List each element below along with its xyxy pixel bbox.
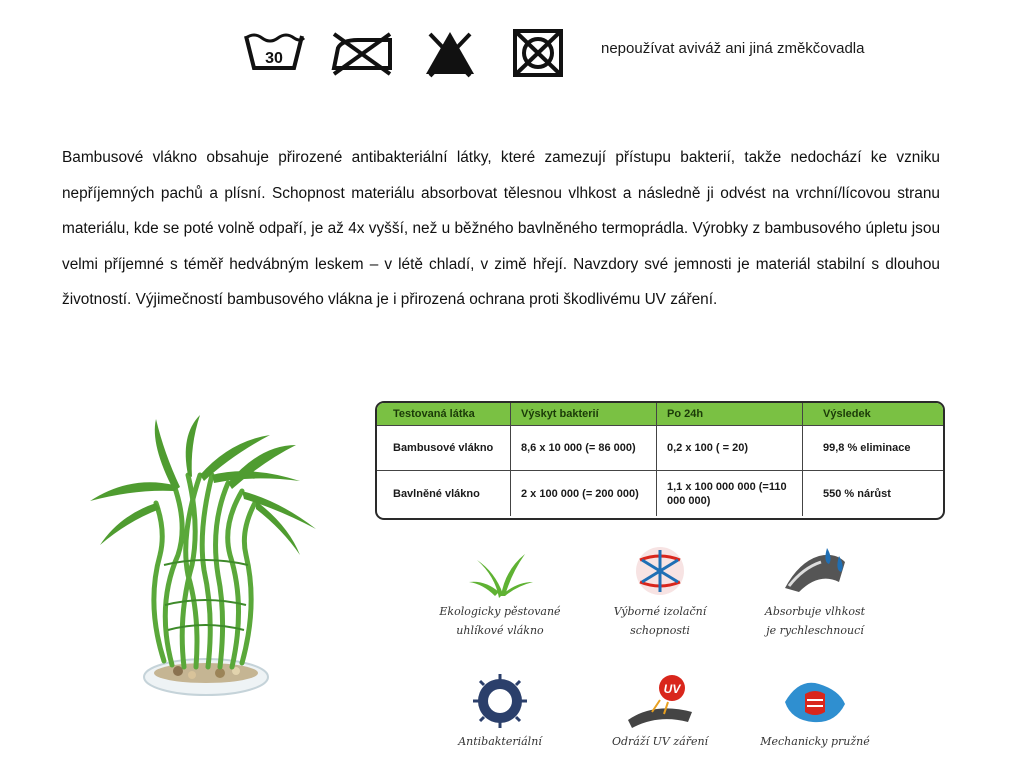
moisture-wicking-icon (779, 542, 851, 600)
table-header-cell: Po 24h (657, 403, 803, 425)
table-cell: 0,2 x 100 ( = 20) (657, 426, 803, 470)
table-cell: 550 % nárůst (823, 487, 891, 500)
table-cell: 1,1 x 100 000 000 (=110 000 000) (657, 471, 803, 516)
feature-label: Výborné izolační (613, 605, 707, 618)
feature-label: Odráží UV záření (611, 735, 709, 748)
feature-uv (580, 672, 740, 751)
care-symbols (240, 26, 592, 80)
feature-label: Absorbuje vlhkost (764, 605, 866, 618)
elastic-fabric-icon (779, 672, 851, 730)
feature-label: je rychleschnoucí (766, 624, 864, 637)
bamboo-plant-image (60, 405, 360, 715)
no-ironing-icon (328, 28, 396, 78)
feature-label: Ekologicky pěstované (439, 605, 561, 618)
table-cell: Bavlněné vlákno (377, 471, 511, 516)
feature-label: schopnosti (630, 624, 690, 637)
bamboo-leaf-icon (465, 548, 535, 600)
wash-temperature: 30 (265, 50, 283, 67)
table-cell: 8,6 x 10 000 (= 86 000) (511, 426, 657, 470)
feature-ecological (420, 548, 580, 640)
no-tumble-dry-icon (504, 28, 572, 78)
thermal-insulation-icon (630, 542, 690, 600)
table-cell: 2 x 100 000 (= 200 000) (511, 471, 657, 516)
table-row (377, 425, 943, 470)
feature-label: uhlíkové vlákno (456, 624, 544, 637)
table-row (377, 470, 943, 516)
table-cell: Bambusové vlákno (377, 426, 511, 470)
feature-antibacterial (420, 672, 580, 751)
wash-30-icon (240, 28, 308, 78)
table-cell: 99,8 % eliminace (823, 442, 911, 454)
table-header-cell: Výskyt bakterií (511, 403, 657, 425)
feature-label: Antibakteriální (458, 735, 542, 748)
bacteria-comparison-table (375, 401, 945, 520)
care-note: nepoužívat aviváž ani jiná změkčovadla (601, 40, 865, 57)
table-header-row (377, 403, 943, 425)
table-header-cell: Testovaná látka (377, 403, 511, 425)
uv-badge: UV (663, 682, 681, 696)
feature-elastic (735, 672, 895, 751)
table-header-cell: Výsledek (823, 408, 871, 420)
no-bleach-icon (416, 28, 484, 78)
description-paragraph: Bambusové vlákno obsahuje přirozené antibakteriální látky, které zamezují přístupu bakterií, takže nedochází ke vzniku nepříjemných pachů a plísní. Schopnost materiálu absorbovat tělesnou vlhkost a následně ji odvést na vrchní/lícovou stranu materiálu, kde se poté volně odpaří, je až 4x vyšší, než u běžného bavlněného termoprádla. Výrobky z bambusového úpletu jsou velmi příjemné s téměř hedvábným leskem – v létě chladí, v zimě hřejí. Navzdory své jemnosti je materiál stabilní s dlouhou životností. Výjimečností bambusového vlákna je i přirozená ochrana proti škodlivému UV záření. (62, 149, 940, 309)
uv-shield-icon (624, 672, 696, 730)
feature-moisture (735, 542, 895, 640)
feature-label: Mechanicky pružné (760, 735, 870, 748)
feature-insulation (580, 542, 740, 640)
antibacterial-icon (470, 672, 530, 730)
